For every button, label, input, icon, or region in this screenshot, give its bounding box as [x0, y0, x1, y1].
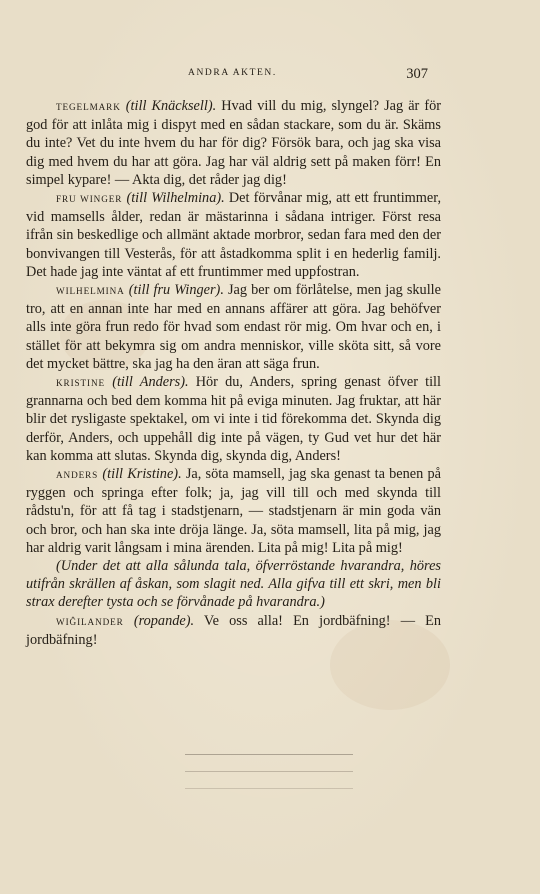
speech-tegelmark: [26, 97, 441, 189]
play-text: [26, 97, 441, 649]
speech-kristine: [26, 373, 441, 465]
speaker-name: FRU WINGER: [56, 194, 123, 205]
running-title: ANDRA AKTEN.: [188, 68, 277, 78]
speaker-direction: (till fru Winger).: [128, 282, 224, 299]
running-head: [0, 66, 540, 82]
speech-text: Ja, söta mamsell, jag ska genast ta benen på ryggen och springa efter folk; ja, jag vill till och med skynda till rådstu'n, för att få tag i stadstjenarn, — stadstjenarn är min goda vän och bror, och han ska inte dröja länge. Ja, söta mamsell, lita på mig, jag har aldrig varit långsam i mina ärenden. Lita på mig! Lita på mig!: [26, 466, 441, 556]
speech-text: Det förvånar mig, att ett fruntimmer, vid mamsells ålder, redan är mästarinna i sådana intriger. Först resa ifrån sin beskedlige och allmänt aktade morbror, sedan fara med den der bonvivangen till Vesterås, för att åstadkomma split i en hederlig familj. Det hade jag inte väntat af ett fruntimmer med uppfostran.: [26, 190, 442, 280]
speaker-name: TEGELMARK: [56, 102, 121, 112]
speech-wigilander: [26, 612, 441, 649]
speaker-direction: (till Wilhelmina).: [126, 190, 225, 207]
speech-anders: [26, 465, 441, 557]
speaker-direction: (till Anders).: [112, 374, 189, 391]
show-through-line: [185, 771, 353, 772]
speaker-name: WIĜILANDER: [56, 616, 124, 627]
speech-text: Hör du, Anders, spring genast öfver till grannarna och bed dem komma hit på eviga minuten. Jag fruktar, att här blir det rysligaste spektakel, om vi inte i tid förekomma det. Skynda dig derför, Anders, och uppehåll dig inte på vägen, ty Gud vet hur det här kan komma att slutas. Skynda dig, skynda dig, Anders!: [26, 374, 442, 464]
speaker-direction: (ropande).: [133, 612, 195, 629]
show-through-line: [185, 788, 353, 789]
show-through-line: [185, 754, 353, 755]
speaker-direction: (till Kristine).: [102, 466, 182, 483]
speech-wilhelmina: [26, 281, 441, 373]
page-number: 307: [406, 66, 428, 82]
speaker-direction: (till Knäcksell).: [125, 98, 217, 114]
speaker-name: WILHELMINA: [56, 286, 125, 297]
speaker-name: KRISTINE: [56, 378, 106, 389]
stage-direction: (Under det att alla sålunda tala, öfverröstande hvarandra, höres utifrån skrällen af åskan, som slagit ned. Alla gifva till ett skri, men bli strax derefter tysta och se förvånade på hvarandra.): [26, 558, 441, 611]
speech-fru-winger: [26, 189, 441, 281]
speech-text: Jag ber om förlåtelse, men jag skulle tro, att en annan inte har med en annans affärer att göra. Jag behöfver alls inte göra frun redo för hvad som endast rör mig. Om hvar och en, i stället för att bekymra sig om andra menniskor, ville sköta sitt, så vore det mycket bättre, ska jag ha den äran att säga frun.: [26, 282, 441, 372]
speech-text: Ve oss alla! En jordbäfning! — En jordbäfning!: [26, 612, 441, 648]
speaker-name: ANDERS: [56, 470, 99, 481]
speech-text: Hvad vill du mig, slyngel? Jag är för god för att inlåta mig i dispyt med en sådan stackare, som du är. Skäms du inte? Vet du inte hvem du har för dig? Försök bara, och jag ska visa dig med hvem du har att göra. Jag har väl aldrig sett på maken förr! En simpel kypare! — Akta dig, det råder jag dig!: [26, 98, 442, 188]
